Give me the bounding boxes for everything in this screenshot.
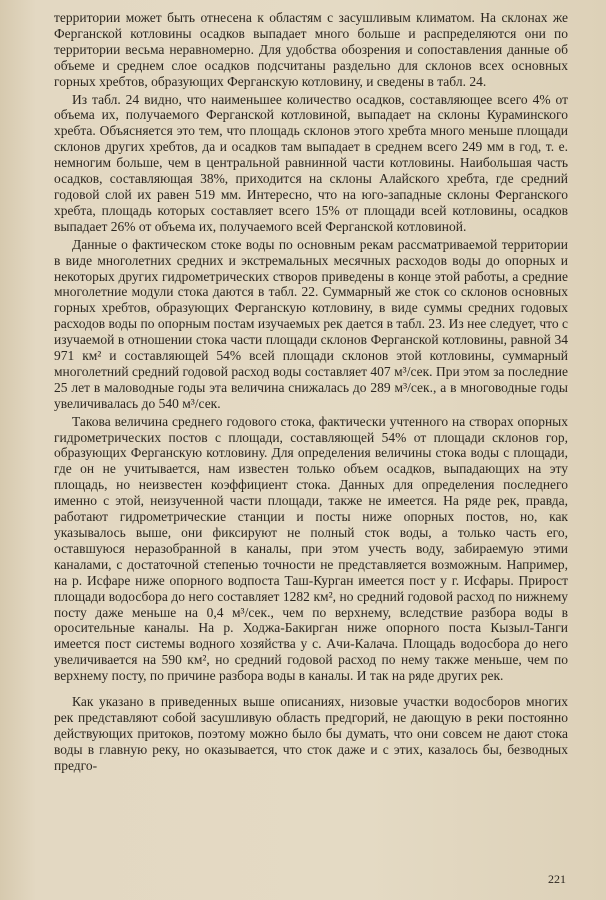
paragraph-1: территории может быть отнесена к областям с засушливым климатом. На склонах же Ферганской котловины осадков выпадает много больше и распределяются они по территории весьма неравномерно. Для удобства обозрения и сопоставления данные об объеме и среднем слое осадков подсчитаны раздельно для склонов всех основных горных хребтов, образующих Ферганскую котловину, и сведены в табл. 24. bbox=[54, 10, 568, 89]
paragraph-2: Из табл. 24 видно, что наименьшее количество осадков, составляющее всего 4% от объема их, получаемого Ферганской котловиной, выпадает на склоны Кураминского хребта. Объясняется это тем, что площадь склонов этого хребта много меньше площади склонов других хребтов, да и осадков там выпадает в среднем всего 249 мм в год, т. е. немногим больше, чем в центральной равнинной части котловины. Наибольшая часть осадков, составляющая 38%, приходится на склоны Алайского хребта, где средний годовой слой их равен 519 мм. Интересно, что на юго-западные склоны Ферганского хребта, площадь которых составляет всего 15% от площади всей котловины, осадков выпадает 26% от объема их, получаемого всей Ферганской котловиной. bbox=[54, 91, 568, 234]
paragraph-4: Такова величина среднего годового стока, фактически учтенного на створах опорных гидрометрических постов с площади, составляющей 54% от площади склонов гор, образующих Ферганскую котловину. Для определения величины стока воды с площади, где он не учитывается, нам известен только объем осадков, выпадающих на эту площадь, но неизвестен коэффициент стока. Данных для определения последнего именно с этой, неизученной части площади, также не имеется. На ряде рек, правда, работают гидрометрические станции и посты ниже опорных постов, но, как указывалось выше, они фиксируют не полный сток воды, а только часть его, оставшуюся неразобранной в каналы, при этом учесть воду, забираемую этими каналами, с достаточной степенью точности не представляется возможным. Например, на р. Исфаре ниже опорного водпоста Таш-Курган имеется пост у г. Исфары. Прирост площади водосбора до него составляет 1282 км², но средний годовой расход по нижнему посту даже меньше на 0,4 м³/сек., чем по верхнему, вследствие разбора воды в оросительные каналы. На р. Ходжа-Бакирган ниже опорного поста Кызыл-Танги имеется пост системы водного хозяйства у с. Ачи-Калача. Площадь водосбора до него увеличивается на 590 км², но средний годовой расход по нему также меньше, чем по верхнему посту, по причине разбора воды в каналы. И так на ряде других рек. bbox=[54, 413, 568, 684]
page-number: 221 bbox=[548, 872, 566, 886]
paragraph-3: Данные о фактическом стоке воды по основным рекам рассматриваемой территории в виде многолетних средних и экстремальных месячных расходов воды до опорных и некоторых других гидрометрических створов приведены в конце этой работы, а средние многолетние модули стока даются в табл. 22. Суммарный же сток со склонов основных горных хребтов, образующих Ферганскую котловину, в виде суммы средних годовых расходов воды по опорным постам изучаемых рек дается в табл. 23. Из нее следует, что с изучаемой в отношении стока части площади склонов Ферганской котловины, равной 34 971 км² и составляющей 54% всей площади склонов этой котловины, суммарный многолетний средний годовой расход воды составляет 407 м³/сек. При этом за последние 25 лет в маловодные годы эта величина снижалась до 289 м³/сек., а в многоводные годы увеличивалась до 540 м³/сек. bbox=[54, 236, 568, 411]
paragraph-5: Как указано в приведенных выше описаниях, низовые участки водосборов многих рек представляют собой засушливую область предгорий, не дающую в реки постоянно действующих притоков, поэтому можно было бы думать, что они совсем не дают стока воды в главную реку, но оказывается, что сток даже и с этих, казалось бы, безводных предго- bbox=[54, 694, 568, 773]
